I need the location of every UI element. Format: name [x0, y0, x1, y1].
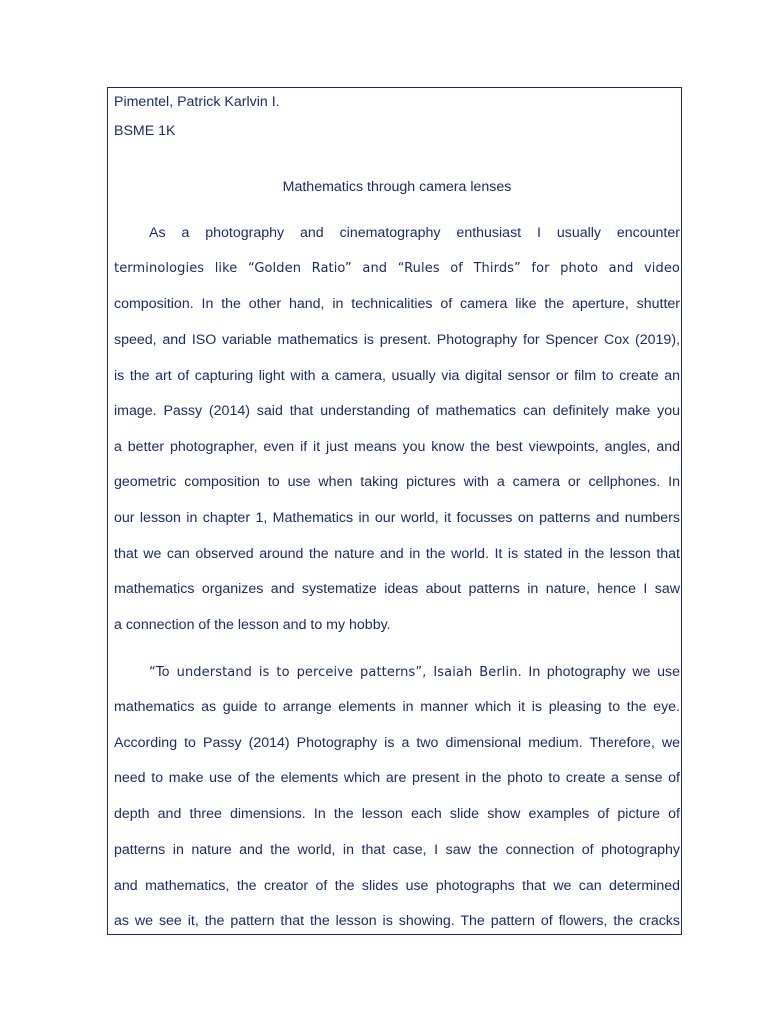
paragraph-1-line-2: terminologies like “Golden Ratio” and “Rules of Thirds” for photo and video [114, 261, 680, 276]
paragraph-1-line-12: a connection of the lesson and to my hobby. [114, 617, 391, 633]
paragraph-2-line-7: and mathematics, the creator of the slides use photographs that we can determined [114, 878, 680, 894]
paragraph-1-line-7: a better photographer, even if it just means you know the best viewpoints, angles, and [114, 439, 680, 455]
paragraph-1-line-1 [114, 224, 680, 242]
paragraph-1-line-10: that we can observed around the nature and in the world. It is stated in the lesson that [114, 546, 680, 562]
paragraph-1-line-4: speed, and ISO variable mathematics is present. Photography for Spencer Cox (2019), [114, 332, 680, 348]
paragraph-2-line-3: According to Passy (2014) Photography is a two dimensional medium. Therefore, we [114, 735, 680, 751]
section-label: BSME 1K [114, 123, 176, 139]
paragraph-2-line-4: need to make use of the elements which are present in the photo to create a sense of [114, 770, 680, 786]
author-name: Pimentel, Patrick Karlvin I. [114, 94, 280, 110]
paragraph-2-line-1 [114, 663, 680, 682]
document-title: Mathematics through camera lenses [282, 179, 512, 195]
paragraph-2-line-5: depth and three dimensions. In the lesson each slide show examples of picture of [114, 806, 680, 822]
paragraph-2-line-8: as we see it, the pattern that the lesson is showing. The pattern of flowers, the cracks [114, 913, 680, 929]
berlin-quote: “To understand is to perceive patterns”, Isaiah Berlin. [149, 665, 522, 680]
paragraph-2-line-2: mathematics as guide to arrange elements in manner which it is pleasing to the eye. [114, 699, 680, 715]
paragraph-2-line-6: patterns in nature and the world, in that case, I saw the connection of photography [114, 842, 680, 858]
paragraph-1-line-3: composition. In the other hand, in technicalities of camera like the aperture, shutter [114, 296, 680, 312]
paragraph-1-line-8: geometric composition to use when taking pictures with a camera or cellphones. In [114, 474, 680, 490]
paragraph-1-line-11: mathematics organizes and systematize ideas about patterns in nature, hence I saw [114, 581, 680, 597]
paragraph-2-line-1-rest: In photography we use [528, 664, 680, 680]
document-page [107, 87, 682, 935]
paragraph-1-line-5: is the art of capturing light with a camera, usually via digital sensor or film to create an [114, 368, 680, 384]
paragraph-1-line-1-text: As a photography and cinematography enthusiast I usually encounter [149, 225, 680, 241]
paragraph-1-line-6: image. Passy (2014) said that understanding of mathematics can definitely make you [114, 403, 680, 419]
paragraph-1-line-9: our lesson in chapter 1, Mathematics in our world, it focusses on patterns and numbers [114, 510, 680, 526]
